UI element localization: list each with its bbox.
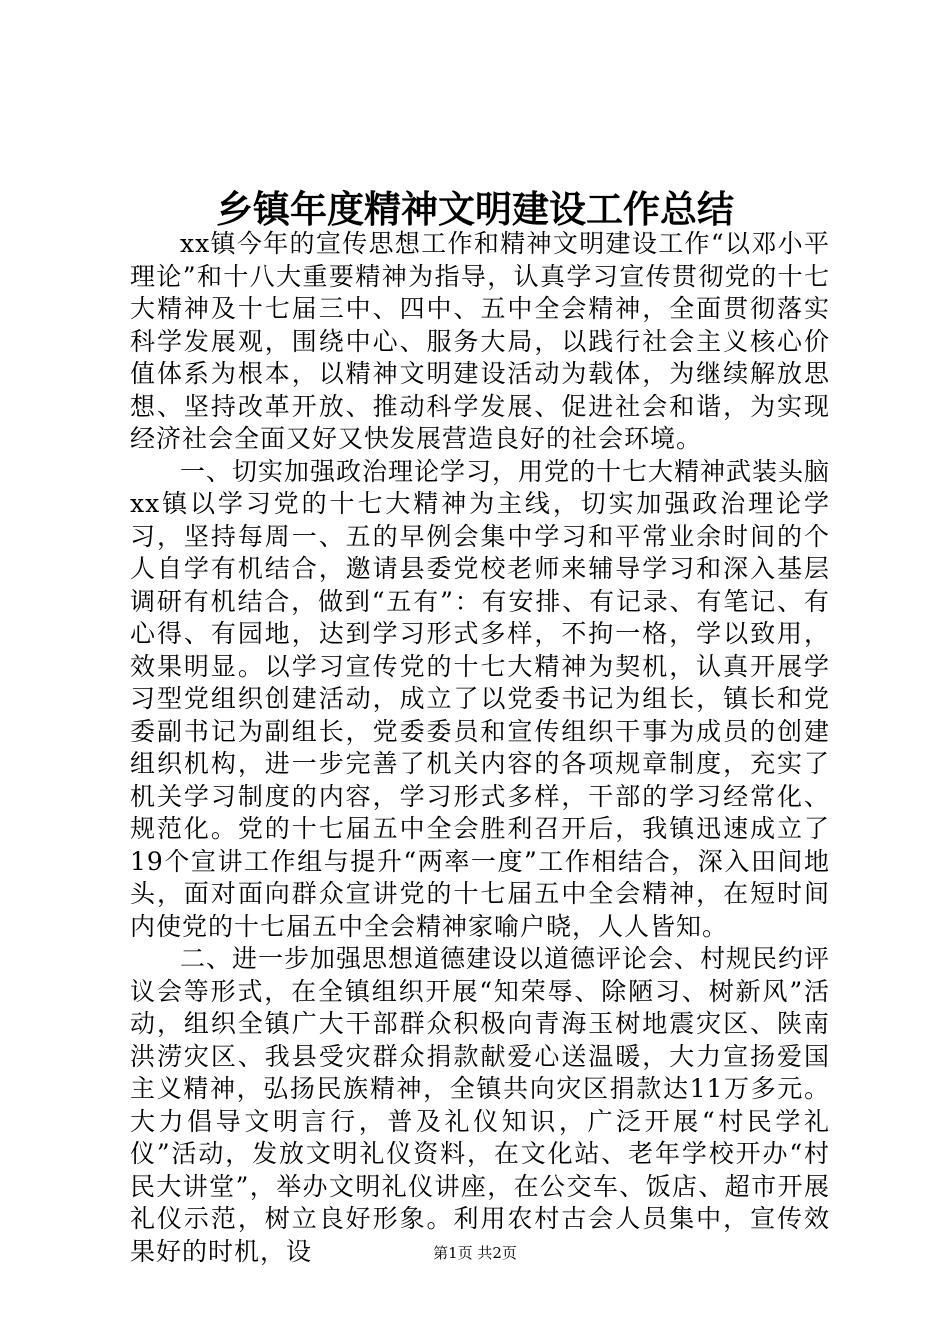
page-footer: 第1页 共2页: [433, 1244, 517, 1262]
document-body: [130, 228, 830, 1268]
document-title: 乡镇年度精神文明建设工作总结: [216, 188, 734, 231]
paragraph-section-1: 一、切实加强政治理论学习，用党的十七大精神武装头脑xx镇以学习党的十七大精神为主线，切实加强政治理论学习，坚持每周一、五的早例会集中学习和平常业余时间的个人自学有机结合，邀请县委党校老师来辅导学习和深入基层调研有机结合，做到“五有”：有安排、有记录、有笔记、有心得、有园地，达到学习形式多样，不拘一格，学以致用，效果明显。以学习宣传党的十七大精神为契机，认真开展学习型党组织创建活动，成立了以党委书记为组长，镇长和党委副书记为副组长，党委委员和宣传组织干事为成员的创建组织机构，进一步完善了机关内容的各项规章制度，充实了机关学习制度的内容，学习形式多样，干部的学习经常化、规范化。党的十七届五中全会胜利召开后，我镇迅速成立了19个宣讲工作组与提升“两率一度”工作相结合，深入田间地头，面对面向群众宣讲党的十七届五中全会精神，在短时间内使党的十七届五中全会精神家喻户晓，人人皆知。: [130, 456, 831, 941]
paragraph-section-2: 二、进一步加强思想道德建设以道德评论会、村规民约评议会等形式，在全镇组织开展“知荣辱、除陋习、树新风”活动，组织全镇广大干部群众积极向青海玉树地震灾区、陕南洪涝灾区、我县受灾群众捐款献爱心送温暖，大力宣扬爱国主义精神，弘扬民族精神，全镇共向灾区捐款达11万多元。大力倡导文明言行，普及礼仪知识，广泛开展“村民学礼仪”活动，发放文明礼仪资料，在文化站、老年学校开办“村民大讲堂”，举办文明礼仪讲座，在公交车、饭店、超市开展礼仪示范，树立良好形象。利用农村古会人员集中，宣传效果好的时机，设: [130, 944, 831, 1266]
paragraph-intro: xx镇今年的宣传思想工作和精神文明建设工作“以邓小平理论”和十八大重要精神为指导，认真学习宣传贯彻党的十七大精神及十七届三中、四中、五中全会精神，全面贯彻落实科学发展观，围绕中心、服务大局，以践行社会主义核心价值体系为根本，以精神文明建设活动为载体，为继续解放思想、坚持改革开放、推动科学发展、促进社会和谐，为实现经济社会全面又好又快发展营造良好的社会环境。: [130, 229, 830, 453]
